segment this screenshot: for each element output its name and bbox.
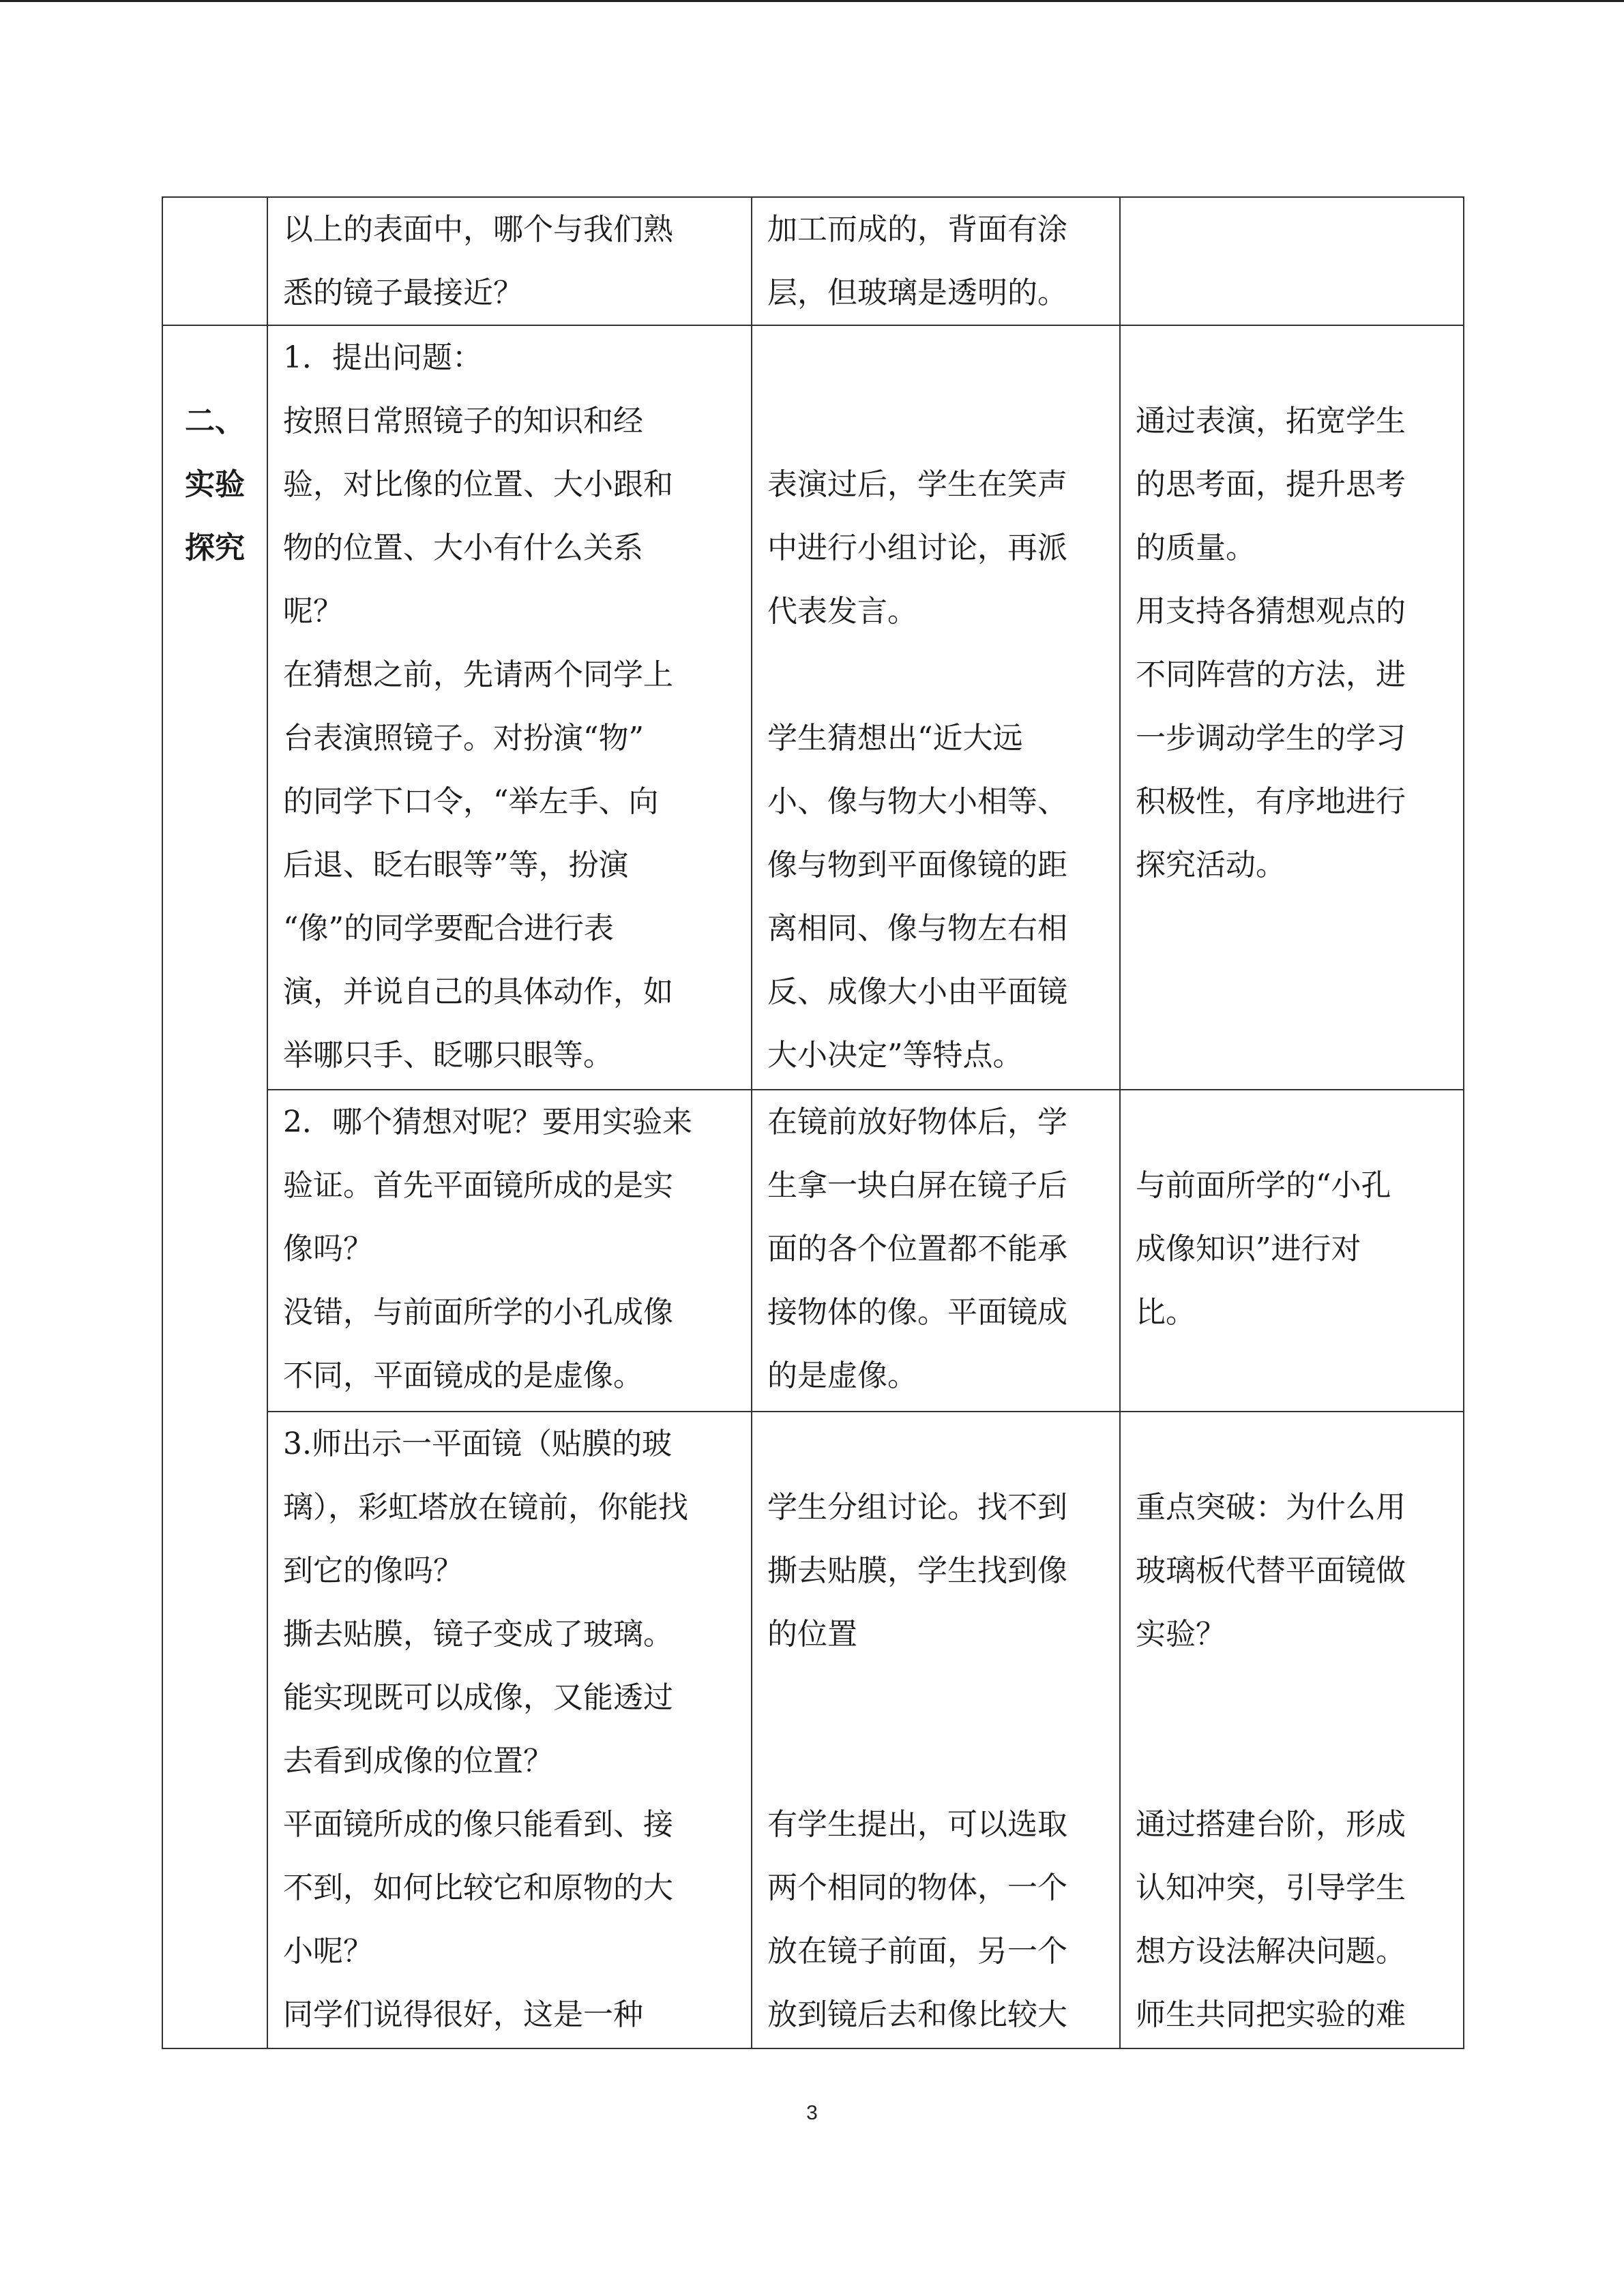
cell-text-line: 撕去贴膜，学生找到像 [767, 1553, 1067, 1588]
cell-text-line: 像吗？ [283, 1232, 373, 1266]
cell-text-line: 层，但玻璃是透明的。 [767, 275, 1067, 310]
cell-text-line: 一步调动学生的学习 [1136, 721, 1406, 756]
cell-text-line: 重点突破：为什么用 [1136, 1490, 1406, 1525]
cell-text-line: “像”的同学要配合进行表 [283, 911, 614, 946]
cell-text-line: 加工而成的，背面有涂 [767, 212, 1067, 247]
lesson-plan-table [162, 196, 1464, 2049]
cell-text-line: 能实现既可以成像，又能透过 [283, 1680, 673, 1715]
cell-text-line: 3.师出示一平面镜（贴膜的玻 [283, 1427, 672, 1461]
cell-text-line: 小、像与物大小相等、 [767, 784, 1067, 819]
cell-text-line: 验证。首先平面镜所成的是实 [283, 1168, 673, 1203]
cell-text-line: 玻璃板代替平面镜做 [1136, 1553, 1406, 1588]
cell-text-line: 代表发言。 [767, 594, 917, 629]
cell-text-line: 在猜想之前，先请两个同学上 [283, 657, 673, 692]
cell-text-line: 2．哪个猜想对呢？要用实验来 [283, 1105, 692, 1139]
cell-text-line: 去看到成像的位置？ [283, 1744, 553, 1778]
cell-text-line: 台表演照镜子。对扮演“物” [283, 721, 644, 756]
cell-text-line: 同学们说得很好，这是一种 [283, 1997, 643, 2032]
cell-text-line: 有学生提出，可以选取 [767, 1807, 1067, 1842]
cell-text-line: 撕去贴膜，镜子变成了玻璃。 [283, 1617, 673, 1652]
cell-text-line: 的同学下口令，“举左手、向 [283, 784, 659, 819]
cell-text-line: 悉的镜子最接近？ [283, 275, 523, 310]
teacher-activity-cell [267, 1090, 752, 1412]
cell-text-line: 以上的表面中，哪个与我们熟 [283, 212, 673, 247]
cell-text-line: 不到，如何比较它和原物的大 [283, 1870, 673, 1905]
stage-label [163, 389, 267, 580]
cell-text-line: 的位置 [767, 1617, 857, 1652]
cell-text-line: 放在镜子前面，另一个 [767, 1934, 1067, 1969]
cell-text-line: 像与物到平面像镜的距 [767, 848, 1067, 882]
stage-label-line: 实验 [185, 467, 245, 502]
table-row [162, 325, 1464, 1090]
cell-text-line: 到它的像吗？ [283, 1553, 463, 1588]
cell-text-line: 后退、眨右眼等”等，扮演 [283, 848, 629, 882]
cell-text-line: 的质量。 [1136, 531, 1256, 565]
cell-text-line: 与前面所学的“小孔 [1136, 1168, 1391, 1203]
cell-text-line: 验，对比像的位置、大小跟和 [283, 467, 673, 502]
cell-text-line: 接物体的像。平面镜成 [767, 1295, 1067, 1330]
design-intent-cell [1120, 197, 1464, 325]
cell-text-line: 实验？ [1136, 1617, 1226, 1652]
cell-text-line: 璃），彩虹塔放在镜前，你能找 [283, 1490, 688, 1525]
cell-text-line: 生拿一块白屏在镜子后 [767, 1168, 1067, 1203]
cell-text-line: 表演过后，学生在笑声 [767, 467, 1067, 502]
blank-line [767, 389, 1104, 453]
cell-text-line: 离相同、像与物左右相 [767, 911, 1067, 946]
cell-text-line: 师生共同把实验的难 [1136, 1997, 1406, 2032]
cell-text-line: 放到镜后去和像比较大 [767, 1997, 1067, 2032]
stage-label-line: 二、 [185, 404, 245, 438]
cell-text-line: 的思考面，提升思考 [1136, 467, 1406, 502]
cell-text-line: 学生猜想出“近大远 [767, 721, 1023, 756]
cell-text-line: 在镜前放好物体后，学 [767, 1105, 1067, 1139]
cell-text-line: 通过搭建台阶，形成 [1136, 1807, 1406, 1842]
design-intent-cell [1120, 325, 1464, 1090]
blank-line [1136, 1090, 1448, 1154]
teacher-activity-cell [267, 1412, 752, 2048]
design-intent-cell [1120, 1090, 1464, 1412]
cell-text-line: 学生分组讨论。找不到 [767, 1490, 1067, 1525]
stage-cell [162, 325, 267, 2048]
blank-line [1136, 1412, 1448, 1476]
cell-text-line: 呢？ [283, 594, 343, 629]
cell-text-line: 大小决定”等特点。 [767, 1038, 1023, 1073]
cell-text-line: 成像知识”进行对 [1136, 1232, 1361, 1266]
teacher-activity-cell [267, 325, 752, 1090]
blank-line [767, 1666, 1104, 1729]
blank-line [767, 1729, 1104, 1793]
page-number: 3 [806, 2102, 818, 2124]
table-row [162, 1090, 1464, 1412]
cell-text-line: 积极性，有序地进行 [1136, 784, 1406, 819]
blank-line [767, 326, 1104, 389]
cell-text-line: 两个相同的物体，一个 [767, 1870, 1067, 1905]
cell-text-line: 反、成像大小由平面镜 [767, 974, 1067, 1009]
cell-text-line: 按照日常照镜子的知识和经 [283, 404, 643, 438]
cell-text-line: 小呢？ [283, 1934, 373, 1969]
blank-line [1136, 1666, 1448, 1729]
cell-text-line: 举哪只手、眨哪只眼等。 [283, 1038, 613, 1073]
cell-text-line: 探究活动。 [1136, 848, 1286, 882]
cell-text-line: 物的位置、大小有什么关系 [283, 531, 643, 565]
blank-line [1136, 1729, 1448, 1793]
cell-text-line: 演，并说自己的具体动作，如 [283, 974, 673, 1009]
blank-line [767, 1412, 1104, 1476]
student-activity-cell [752, 1090, 1120, 1412]
stage-label-line: 探究 [185, 531, 245, 565]
blank-line [1136, 326, 1448, 389]
cell-text-line: 想方设法解决问题。 [1136, 1934, 1406, 1969]
table-row [162, 197, 1464, 325]
cell-text-line: 不同，平面镜成的是虚像。 [283, 1358, 643, 1393]
cell-text-line: 1．提出问题： [283, 340, 482, 375]
student-activity-cell [752, 1412, 1120, 2048]
cell-text-line: 中进行小组讨论，再派 [767, 531, 1067, 565]
stage-cell-empty [162, 197, 267, 325]
design-intent-cell [1120, 1412, 1464, 2048]
blank-line [767, 643, 1104, 706]
cell-text-line: 平面镜所成的像只能看到、接 [283, 1807, 673, 1842]
teacher-activity-cell [267, 197, 752, 325]
cell-text-line: 不同阵营的方法，进 [1136, 657, 1406, 692]
student-activity-cell [752, 325, 1120, 1090]
cell-text-line: 比。 [1136, 1295, 1196, 1330]
page-top-border [0, 0, 1624, 2]
cell-text-line: 没错，与前面所学的小孔成像 [283, 1295, 673, 1330]
cell-text-line: 认知冲突，引导学生 [1136, 1870, 1406, 1905]
cell-text-line: 通过表演，拓宽学生 [1136, 404, 1406, 438]
student-activity-cell [752, 197, 1120, 325]
table-row [162, 1412, 1464, 2048]
cell-text-line: 面的各个位置都不能承 [767, 1232, 1067, 1266]
cell-text-line: 的是虚像。 [767, 1358, 917, 1393]
cell-text-line: 用支持各猜想观点的 [1136, 594, 1406, 629]
